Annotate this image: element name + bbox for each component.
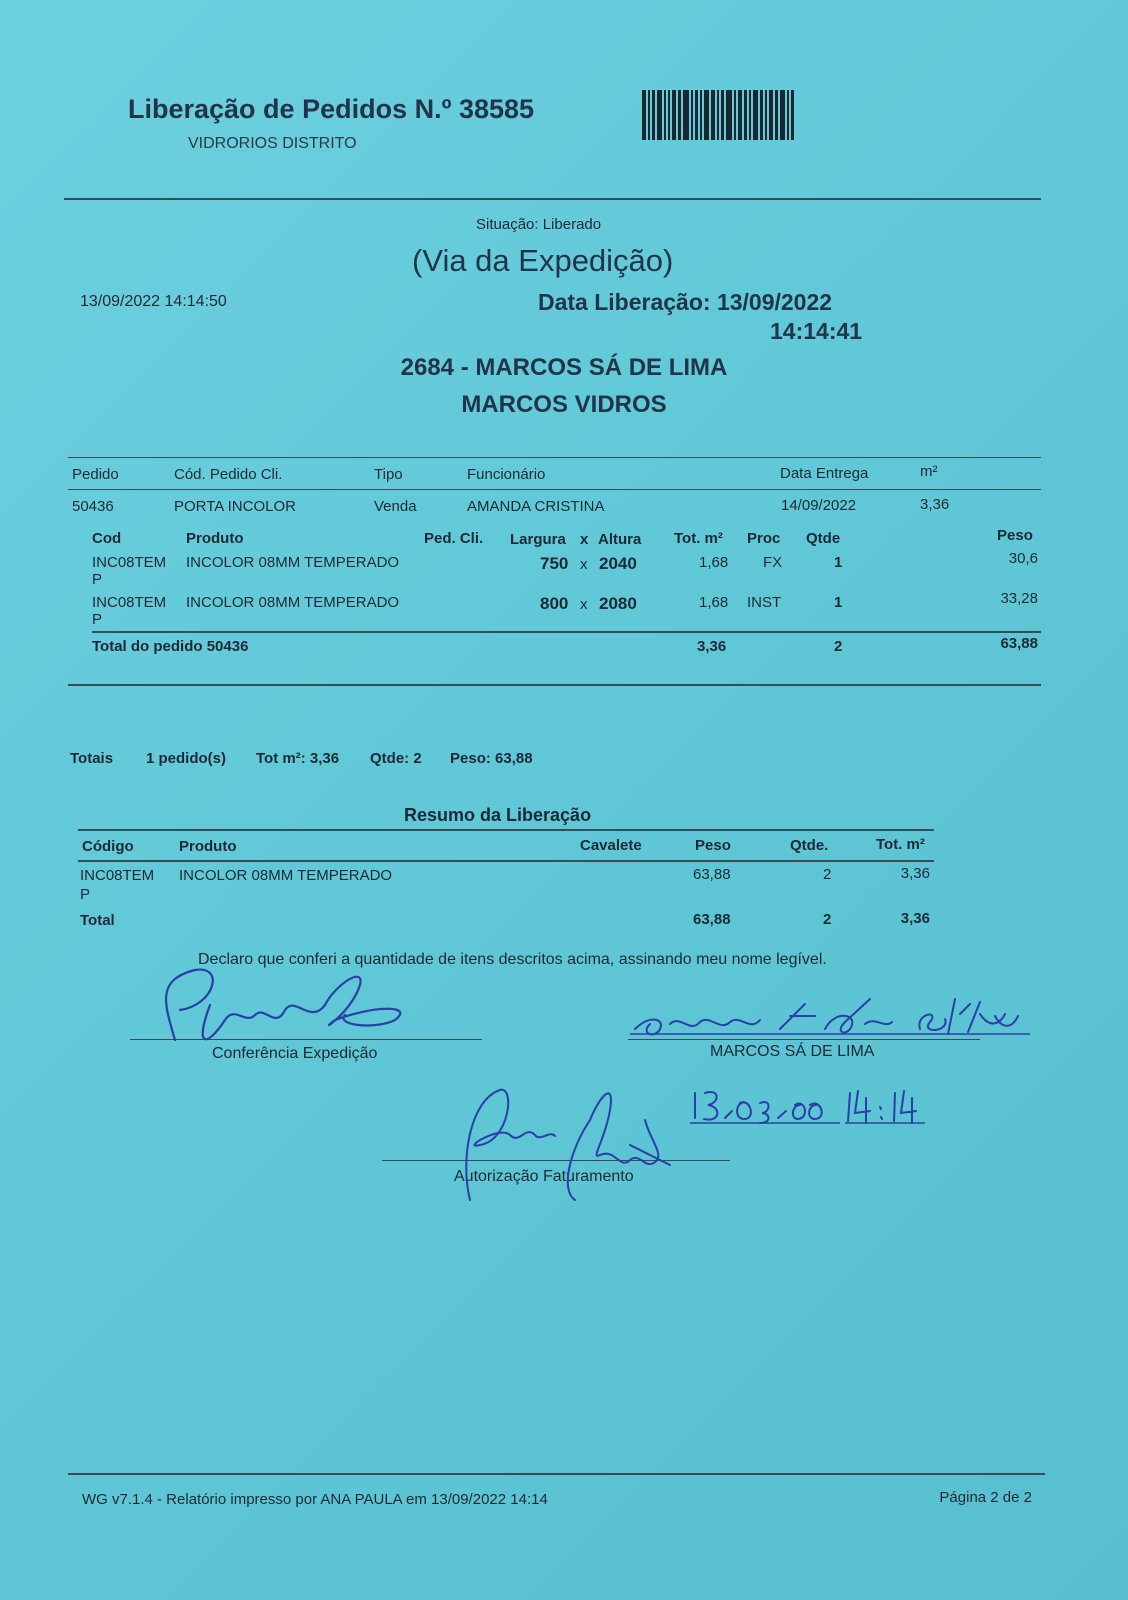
order-table-top-line (68, 457, 1041, 458)
summary-total-qtde: 2 (823, 911, 832, 928)
data-liberacao-time: 14:14:41 (770, 318, 863, 344)
autorizacao-label: Autorização Faturamento (454, 1168, 634, 1185)
client-name: 2684 - MARCOS SÁ DE LIMA (400, 354, 728, 381)
totals-qtde: Qtde: 2 (370, 750, 422, 767)
document-title: Liberação de Pedidos N.º 38585 (128, 94, 535, 124)
data-liberacao: Data Liberação: 13/09/2022 (538, 289, 833, 315)
item-1-x: x (580, 556, 588, 573)
declaration-text: Declaro que conferi a quantidade de itens descritos acima, assinando meu nome legível. (198, 951, 827, 968)
item-2-tot-m2: 1,68 (699, 594, 729, 611)
client-signature-label: MARCOS SÁ DE LIMA (710, 1043, 875, 1060)
summary-produto: INCOLOR 08MM TEMPERADO (179, 867, 393, 884)
item-1-cod: INC08TEM (92, 554, 167, 571)
items-header-cod: Cod (92, 530, 122, 547)
status-situacao: Situação: Liberado (476, 216, 602, 233)
order-total-m2: 3,36 (697, 638, 727, 655)
summary-qtde: 2 (823, 866, 832, 883)
footer-printed-by: WG v7.1.4 - Relatório impresso por ANA PAULA em 13/09/2022 14:14 (82, 1491, 548, 1508)
client-company: MARCOS VIDROS (461, 391, 667, 418)
header-cod-pedido-cli: Cód. Pedido Cli. (174, 466, 283, 483)
order-funcionario: AMANDA CRISTINA (467, 498, 605, 515)
item-1-peso: 30,6 (1008, 550, 1038, 567)
items-header-produto: Produto (186, 530, 244, 547)
order-total-line (92, 631, 1041, 633)
item-1-tot-m2: 1,68 (699, 554, 729, 571)
summary-header-cavalete: Cavalete (580, 837, 642, 854)
summary-total-tot-m2: 3,36 (900, 910, 930, 927)
totals-pedidos: 1 pedido(s) (146, 750, 227, 767)
item-2-cod-cont: P (92, 611, 103, 628)
summary-header-tot-m2: Tot. m² (876, 836, 925, 853)
summary-tot-m2: 3,36 (900, 865, 930, 882)
order-cod-pedido-cli: PORTA INCOLOR (174, 498, 296, 515)
order-pedido: 50436 (72, 498, 114, 515)
item-1-cod-cont: P (92, 571, 103, 588)
summary-header-produto: Produto (179, 838, 237, 855)
order-total-peso: 63,88 (1000, 635, 1038, 652)
company-name: VIDRORIOS DISTRITO (188, 135, 357, 152)
header-pedido: Pedido (72, 466, 119, 483)
item-2-peso: 33,28 (1000, 590, 1038, 607)
item-2-cod: INC08TEM (92, 594, 167, 611)
conferencia-handwritten-signature (135, 965, 415, 1060)
item-2-largura: 800 (540, 594, 569, 613)
order-total-qtde: 2 (834, 638, 843, 655)
via-label: (Via da Expedição) (412, 243, 674, 278)
item-2-altura: 2080 (599, 594, 637, 613)
items-header-ped-cli: Ped. Cli. (424, 530, 484, 547)
items-header-qtde: Qtde (806, 530, 841, 547)
summary-peso: 63,88 (693, 866, 731, 883)
summary-title: Resumo da Liberação (404, 805, 592, 825)
barcode-icon (642, 90, 817, 140)
summary-header-codigo: Código (82, 838, 134, 855)
autorizacao-handwritten-signature (440, 1080, 680, 1215)
footer-page-number: Página 2 de 2 (939, 1489, 1032, 1506)
item-2-produto: INCOLOR 08MM TEMPERADO (186, 594, 400, 611)
summary-total-label: Total (80, 912, 115, 929)
order-data-entrega: 14/09/2022 (781, 497, 857, 514)
summary-codigo: INC08TEM (80, 867, 155, 884)
conferencia-label: Conferência Expedição (212, 1045, 378, 1062)
printed-datetime: 13/09/2022 14:14:50 (80, 293, 227, 310)
footer-line (68, 1473, 1045, 1475)
summary-codigo-cont: P (80, 886, 91, 903)
order-tipo: Venda (374, 498, 417, 515)
item-2-qtde: 1 (834, 594, 843, 611)
summary-top-line (78, 829, 934, 831)
header-tipo: Tipo (374, 466, 403, 483)
header-divider (64, 198, 1041, 200)
item-2-proc: INST (747, 594, 782, 611)
client-handwritten-signature (630, 994, 1030, 1049)
order-total-label: Total do pedido 50436 (92, 638, 249, 655)
totals-label: Totais (70, 750, 114, 767)
items-header-x: x (580, 531, 589, 548)
totals-tot-m2: Tot m²: 3,36 (256, 750, 340, 767)
order-table-bottom-line (68, 684, 1041, 686)
header-data-entrega: Data Entrega (780, 465, 869, 482)
items-header-altura: Altura (598, 531, 642, 548)
summary-total-peso: 63,88 (693, 911, 731, 928)
handwritten-date (690, 1083, 950, 1133)
item-1-largura: 750 (540, 554, 569, 573)
items-header-largura: Largura (510, 531, 566, 548)
item-1-proc: FX (763, 554, 783, 571)
summary-header-qtde: Qtde. (790, 837, 829, 854)
header-m2: m² (920, 463, 938, 480)
order-header-line (68, 489, 1041, 490)
summary-header-peso: Peso (695, 837, 731, 854)
items-header-tot-m2: Tot. m² (674, 530, 723, 547)
item-1-altura: 2040 (599, 554, 637, 573)
order-m2: 3,36 (920, 496, 950, 513)
summary-header-line (78, 860, 934, 862)
totals-peso: Peso: 63,88 (450, 750, 533, 767)
header-funcionario: Funcionário (467, 466, 546, 483)
items-header-peso: Peso (997, 527, 1033, 544)
item-1-produto: INCOLOR 08MM TEMPERADO (186, 554, 400, 571)
item-2-x: x (580, 596, 588, 613)
items-header-proc: Proc (747, 530, 781, 547)
item-1-qtde: 1 (834, 554, 843, 571)
